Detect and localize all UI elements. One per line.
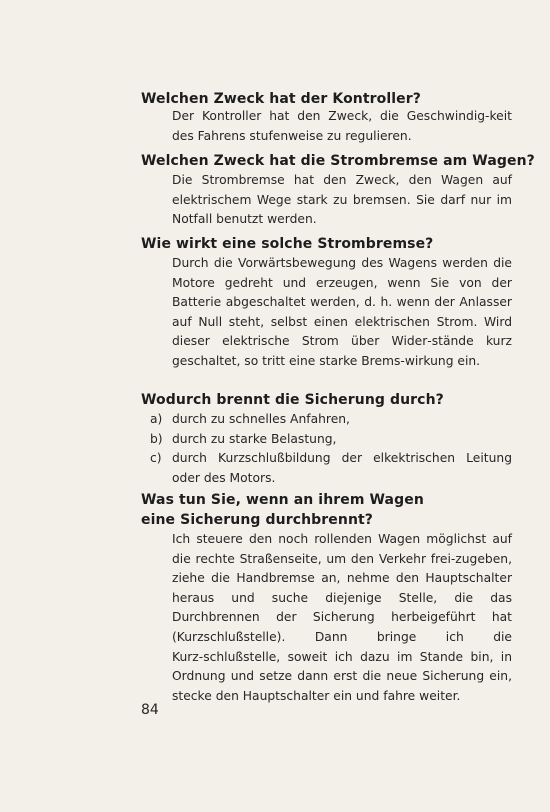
question-heading: Wodurch brennt die Sicherung durch?: [141, 392, 444, 408]
question-heading: Welchen Zweck hat die Strombremse am Wagen?: [141, 153, 535, 169]
answer-paragraph: Die Strombremse hat den Zweck, den Wagen auf elektrischem Wege stark zu bremsen. Sie darf nur im Notfall benutzt werden.: [172, 173, 512, 227]
list-marker: c): [150, 451, 162, 466]
page-number: 84: [141, 702, 159, 718]
list-marker: b): [150, 431, 163, 446]
list-item: [150, 449, 512, 488]
question-heading: Welchen Zweck hat der Kontroller?: [141, 91, 421, 107]
answer-paragraph: Der Kontroller hat den Zweck, die Geschwindig‑keit des Fahrens stufenweise zu regulieren.: [172, 109, 512, 143]
answer-paragraph: Durch die Vorwärtsbewegung des Wagens werden die Motore gedreht und erzeugen, wenn Sie von der Batterie abgeschaltet werden, d. h. wenn der Anlasser auf Null steht, selbst einen elektrischen Strom. Wird dieser elektrische Strom über Wider‑stände kurz geschaltet, so tritt eine starke Brems‑wirkung ein.: [172, 256, 512, 368]
answer-paragraph: Ich steuere den noch rollenden Wagen möglichst auf die rechte Straßenseite, um den Verkehr frei‑zugeben, ziehe die Handbremse an, nehme den Hauptschalter heraus und suche diejenige Stelle, die das Durchbrennen der Sicherung herbeigeführt hat (Kurzschlußstelle). Dann bringe ich die Kurz‑schlußstelle, soweit ich dazu im Stande bin, in Ordnung und setze dann erst die neue Sicherung ein, stecke den Hauptschalter ein und fahre weiter.: [172, 532, 512, 703]
list-item-text: durch zu schnelles Anfahren,: [172, 412, 350, 426]
list-item: [150, 410, 512, 430]
list-item: [150, 430, 512, 450]
answer-list: [150, 410, 512, 488]
question-heading: Was tun Sie, wenn an ihrem Wagen: [141, 492, 424, 508]
list-marker: a): [150, 412, 163, 426]
list-item-text: durch Kurzschlußbildung der elkektrischen Leitung oder des Motors.: [172, 451, 512, 485]
list-item-text: durch zu starke Belastung,: [172, 431, 337, 446]
question-heading-continued: eine Sicherung durchbrennt?: [141, 512, 374, 528]
question-heading: Wie wirkt eine solche Strombremse?: [141, 236, 434, 252]
